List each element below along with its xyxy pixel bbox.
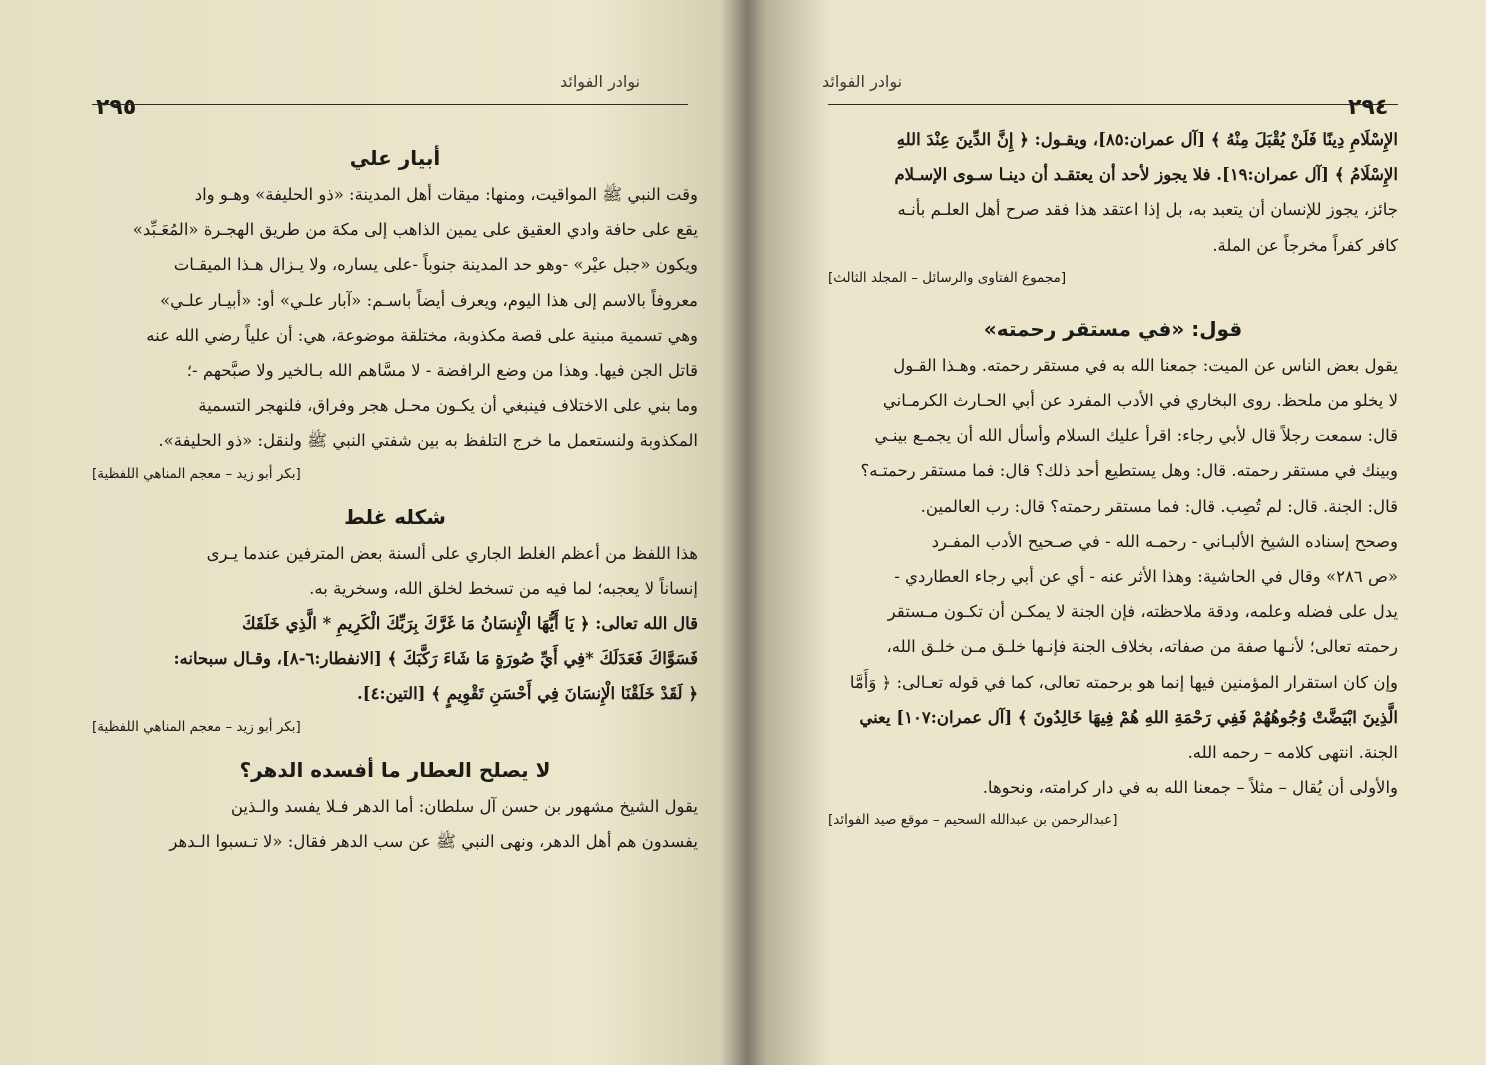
text-line: قال: الجنة. قال: لم تُصِب. قال: فما مستقر رحمته؟ قال: رب العالمين. bbox=[920, 496, 1398, 516]
running-head: نوادر الفوائد bbox=[560, 72, 641, 91]
right-page-body bbox=[828, 122, 1398, 835]
page-number: ٢٩٤ bbox=[1348, 95, 1389, 120]
quran-verse-line: قال الله تعالى: ﴿ يَا أَيُّهَا الْإِنسَانُ مَا غَرَّكَ بِرَبِّكَ الْكَرِيمِ * الَّذِي خَلَقَكَ bbox=[241, 614, 698, 634]
text-line: لا يخلو من ملحظ. روى البخاري في الأدب المفرد عن أبي الحـارث الكرمـاني bbox=[882, 391, 1398, 411]
text-line: وصحح إسناده الشيخ الألبـاني - رحمـه الله - في صـحيح الأدب المفـرد bbox=[931, 531, 1398, 551]
text-line: وهي تسمية مبنية على قصة مكذوبة، مختلقة موضوعة، هي: أن علياً رضي الله عنه bbox=[146, 325, 698, 345]
text-line: جائز، يجوز للإنسان أن يتعبد به، بل إذا اعتقد هذا فقد صرح أهل العلـم بأنـه bbox=[897, 200, 1398, 220]
quran-verse-line: ﴿ لَقَدْ خَلَقْنَا الْإِنسَانَ فِي أَحْسَنِ تَقْوِيمٍ ﴾ [التين:٤]. bbox=[357, 684, 698, 704]
text-line: وقت النبي ﷺ المواقيت، ومنها: ميقات أهل المدينة: «ذو الحليفة» وهـو واد bbox=[194, 185, 698, 204]
text-line: «ص ٢٨٦» وقال في الحاشية: وهذا الأثر عنه - أي عن أبي رجاء العطاردي - bbox=[894, 567, 1398, 587]
text-line: وإن كان استقرار المؤمنين فيها إنما هو برحمته تعالى، كما في قوله تعـالى: ﴿ وَأَمَّا bbox=[849, 672, 1398, 692]
left-page-body bbox=[92, 140, 698, 859]
text-line: قال: سمعت رجلاً قال لأبي رجاء: اقرأ عليك السلام وأسأل الله أن يجمـع بينـي bbox=[874, 426, 1398, 446]
header-rule bbox=[92, 104, 688, 105]
header-rule bbox=[828, 104, 1398, 105]
text-line: والأولى أن يُقال – مثلاً – جمعنا الله به في دار كرامته، ونحوها. bbox=[982, 778, 1398, 798]
text-line: هذا اللفظ من أعظم الغلط الجاري على ألسنة بعض المترفين عندما يـرى bbox=[206, 543, 698, 563]
source-citation: [بكر أبو زيد – معجم المناهي اللفظية] bbox=[92, 718, 301, 735]
section-title: قول: «في مستقر رحمته» bbox=[983, 316, 1243, 341]
quran-verse-line: الإِسْلَامِ دِينًا فَلَنْ يُقْبَلَ مِنْهُ ﴾ [آل عمران:٨٥]، ويقـول: ﴿ إِنَّ الدِّينَ عِنْدَ اللهِ bbox=[896, 130, 1398, 149]
section-title: شكله غلط bbox=[344, 504, 446, 529]
text-line: رحمته تعالى؛ لأنـها صفة من صفاته، بخلاف الجنة فإنـها خلـق مـن خلـق الله، bbox=[886, 637, 1398, 657]
page-number: ٢٩٥ bbox=[96, 95, 137, 120]
text-line: كافر كفراً مخرجاً عن الملة. bbox=[1212, 235, 1398, 255]
text-line: ويكون «جبل عيْر» -وهو حد المدينة جنوباً -على يساره، ولا يـزال هـذا الميقـات bbox=[173, 255, 698, 275]
quran-verse-line: فَسَوَّاكَ فَعَدَلَكَ *فِي أَيِّ صُورَةٍ مَا شَاءَ رَكَّبَكَ ﴾ [الانفطار:٦-٨]، وقـال سبحانه: bbox=[173, 649, 698, 669]
text-line: يدل على فضله وعلمه، ودقة ملاحظته، فإن الجنة لا يمكـن أن تكـون مـستقر bbox=[887, 602, 1398, 622]
source-citation: [عبدالرحمن بن عبدالله السحيم – موقع صيد الفوائد] bbox=[828, 812, 1118, 829]
text-line: يقع على حافة وادي العقيق على يمين الذاهب إلى مكة من طريق الهجـرة «المُعَـبِّد» bbox=[132, 220, 698, 240]
text-line: المكذوبة ولنستعمل ما خرج التلفظ به بين شفتي النبي ﷺ ولنقل: «ذو الحليفة». bbox=[158, 431, 698, 451]
source-citation: [بكر أبو زيد – معجم المناهي اللفظية] bbox=[92, 465, 301, 482]
running-head: نوادر الفوائد bbox=[822, 72, 903, 91]
section-title: لا يصلح العطار ما أفسده الدهر؟ bbox=[239, 757, 551, 782]
text-line: قاتل الجن فيها. وهذا من وضع الرافضة - لا مسَّاهم الله بـالخير ولا صبَّحهم -؛ bbox=[186, 361, 698, 381]
left-page bbox=[0, 0, 740, 1065]
source-citation: [مجموع الفتاوى والرسائل – المجلد الثالث] bbox=[828, 269, 1067, 286]
right-page bbox=[752, 0, 1486, 1065]
text-line: معروفاً بالاسم إلى هذا اليوم، ويعرف أيضاً باسـم: «آبار علـي» أو: «أبيـار علـي» bbox=[159, 290, 698, 310]
text-line: إنساناً لا يعجبه؛ لما فيه من تسخط لخلق الله، وسخرية به. bbox=[309, 578, 698, 598]
text-line: يفسدون هم أهل الدهر، ونهى النبي ﷺ عن سب الدهر فقال: «لا تـسبوا الـدهر bbox=[169, 831, 698, 851]
text-line: وبينك في مستقر رحمته. قال: وهل يستطيع أحد ذلك؟ قال: فما مستقر رحمتـه؟ bbox=[860, 461, 1398, 481]
text-line: يقول بعض الناس عن الميت: جمعنا الله به في مستقر رحمته. وهـذا القـول bbox=[893, 355, 1398, 375]
text-line: يقول الشيخ مشهور بن حسن آل سلطان: أما الدهر فـلا يفسد والـذين bbox=[230, 796, 698, 816]
text-line: الجنة. انتهى كلامه – رحمه الله. bbox=[1187, 743, 1398, 763]
quran-verse-line: الَّذِينَ ابْيَضَّتْ وُجُوهُهُمْ فَفِي رَحْمَةِ اللهِ هُمْ فِيهَا خَالِدُونَ ﴾ [آل عمران:١٠٧] يعني bbox=[859, 707, 1398, 727]
quran-verse-line: الإِسْلَامُ ﴾ [آل عمران:١٩]. فلا يجوز لأحد أن يعتقـد أن دينـا سـوى الإسـلام bbox=[894, 165, 1398, 185]
section-title: أبيار علي bbox=[349, 146, 441, 170]
text-line: وما بني على الاختلاف فينبغي أن يكـون محـل هجر وفراق، فلنهجر التسمية bbox=[198, 396, 698, 416]
